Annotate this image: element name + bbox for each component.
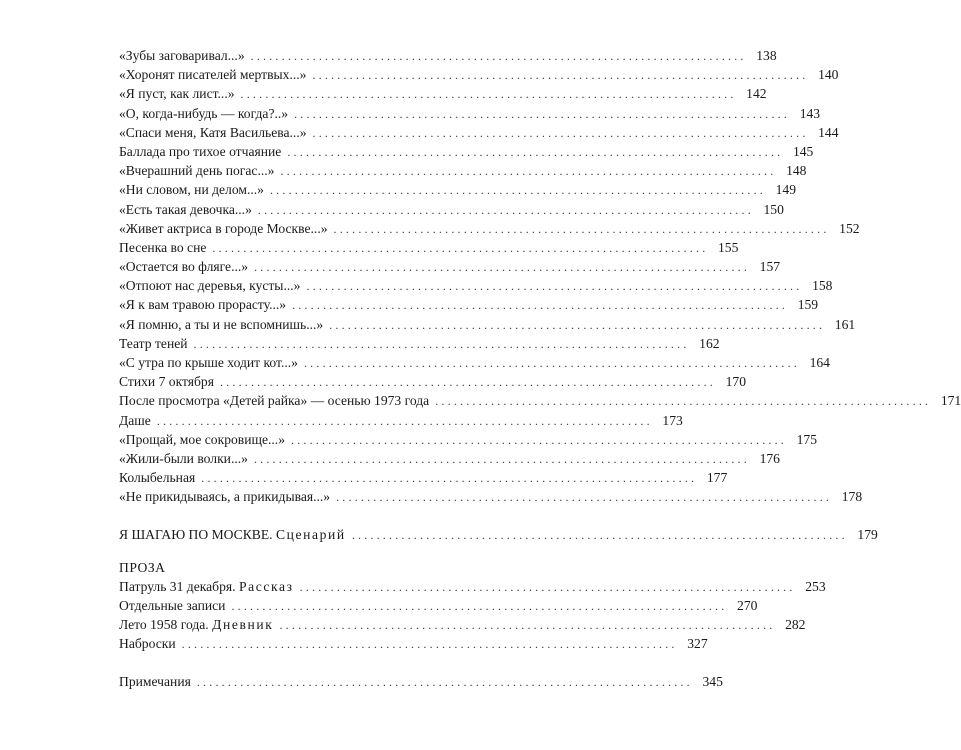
entry-title: «Хоронят писателей мертвых...» <box>119 67 307 83</box>
dot-leader: ................................................................................ <box>254 260 751 275</box>
dot-leader: ................................................................................ <box>435 394 932 409</box>
toc-entry[interactable] <box>119 372 746 391</box>
dot-leader: ................................................................................ <box>312 68 809 83</box>
page-number: 138 <box>756 48 777 63</box>
entry-title: Песенка во сне <box>119 239 207 255</box>
dot-leader: ................................................................................ <box>181 637 678 652</box>
table-of-contents <box>119 46 961 691</box>
page-number: 179 <box>857 526 878 542</box>
entry-title: Стихи 7 октября <box>119 374 214 390</box>
page-number: 270 <box>737 598 758 614</box>
dot-leader: ................................................................................ <box>196 674 693 689</box>
page-number: 145 <box>792 143 814 159</box>
entry-title: «Жили-были волки...» <box>119 450 248 466</box>
section-heading-prose: ПРОЗА <box>119 559 166 575</box>
dot-leader: ................................................................................ <box>287 144 784 159</box>
page-number: 345 <box>702 673 723 689</box>
entry-title: «Я пуст, как лист...» <box>119 86 235 102</box>
page-number: 178 <box>841 489 863 505</box>
dot-leader: ................................................................................ <box>280 164 777 179</box>
page-number: 143 <box>799 105 821 121</box>
page-number: 161 <box>834 316 856 332</box>
toc-entry[interactable] <box>119 200 784 219</box>
dot-leader: ................................................................................ <box>312 125 809 140</box>
dot-leader: ................................................................................ <box>257 202 754 217</box>
page-number: 144 <box>818 124 839 140</box>
toc-entry[interactable] <box>119 65 839 84</box>
page-number: 177 <box>706 470 728 486</box>
toc-entry[interactable] <box>119 634 708 653</box>
toc-entry[interactable] <box>119 411 683 430</box>
dot-leader: ................................................................................ <box>201 471 698 486</box>
dot-leader: ................................................................................ <box>333 221 830 236</box>
page-number: 149 <box>775 182 796 198</box>
dot-leader: ................................................................................ <box>336 490 833 505</box>
entry-title: «Остается во фляге...» <box>119 259 249 275</box>
entry-title: Даше <box>119 412 151 428</box>
dot-leader: ................................................................................ <box>294 106 791 121</box>
page-number: 171 <box>940 393 961 409</box>
entry-subtitle: Рассказ <box>238 578 294 594</box>
notes-title: Примечания <box>119 673 191 689</box>
entry-title: «О, когда-нибудь — когда?..» <box>119 105 289 121</box>
toc-entry[interactable] <box>119 219 860 238</box>
entry-title: «Спаси меня, Катя Васильева...» <box>119 124 307 140</box>
entry-title: «Есть такая девочка...» <box>119 201 252 217</box>
toc-entry[interactable] <box>119 487 863 506</box>
page-number: 157 <box>759 259 781 275</box>
prose-list <box>119 577 826 654</box>
screenplay-title: Я ШАГАЮ ПО МОСКВЕ <box>119 526 270 542</box>
entry-title: После просмотра «Детей райка» — осенью 1973 года <box>119 393 430 409</box>
entry-title: «Отпоют нас деревья, кусты...» <box>119 278 301 294</box>
dot-leader: ................................................................................ <box>250 49 747 63</box>
entry-title: «Ни словом, ни делом...» <box>119 182 264 198</box>
entry-title: «Зубы заговаривал...» <box>119 48 245 63</box>
entry-title: «С утра по крыше ходит кот...» <box>119 355 298 370</box>
toc-entry[interactable] <box>119 577 826 596</box>
dot-leader: ................................................................................ <box>253 451 750 466</box>
toc-entry[interactable] <box>119 84 767 103</box>
dot-leader: ................................................................................ <box>212 240 709 255</box>
dot-leader: ................................................................................ <box>351 527 848 542</box>
entry-title: Театр теней <box>119 335 188 351</box>
page-number: 159 <box>797 297 819 313</box>
dot-leader: ................................................................................ <box>279 618 776 633</box>
entry-title: Наброски <box>119 636 176 652</box>
toc-entry[interactable] <box>119 161 807 180</box>
page-number: 150 <box>763 201 784 217</box>
entry-title: Патруль 31 декабря. <box>119 578 236 594</box>
toc-entry[interactable] <box>119 123 839 142</box>
entry-title: Лето 1958 года. <box>119 617 209 633</box>
dot-leader: ................................................................................ <box>240 87 737 102</box>
dot-leader: ................................................................................ <box>219 375 716 390</box>
toc-entry[interactable] <box>119 596 758 615</box>
page-number: 158 <box>812 278 833 294</box>
toc-entry[interactable] <box>119 468 728 487</box>
screenplay-subtitle: Сценарий <box>275 526 346 542</box>
toc-entry[interactable] <box>119 391 961 410</box>
entry-title: Баллада про тихое отчаяние <box>119 143 282 159</box>
toc-entry[interactable] <box>119 46 777 65</box>
toc-entry[interactable] <box>119 315 856 334</box>
dot-leader: ................................................................................ <box>292 298 789 313</box>
entry-title: «Я к вам травою прорасту...» <box>119 297 287 313</box>
page-number: 164 <box>809 355 830 370</box>
entry-title: «Я помню, а ты и не вспомнишь...» <box>119 316 324 332</box>
page-number: 140 <box>818 67 839 83</box>
dot-leader: ................................................................................ <box>291 432 787 447</box>
dot-leader: ................................................................................ <box>329 317 826 332</box>
page-number: 176 <box>759 450 780 466</box>
toc-entry[interactable] <box>119 257 781 276</box>
dot-leader: ................................................................................ <box>156 413 653 428</box>
dot-leader: ................................................................................ <box>303 356 800 370</box>
entry-title: «Прощай, мое сокровище...» <box>119 431 285 447</box>
page-number: 142 <box>746 86 767 102</box>
toc-entry[interactable] <box>119 295 819 314</box>
toc-entry[interactable] <box>119 430 817 449</box>
page-number: 162 <box>699 335 720 351</box>
page-number: 253 <box>805 578 826 594</box>
page-number: 170 <box>725 374 746 390</box>
dot-leader: ................................................................................ <box>299 579 796 594</box>
page-number: 175 <box>796 431 817 447</box>
toc-entry[interactable] <box>119 238 739 257</box>
toc-entry[interactable] <box>119 104 821 123</box>
dot-leader: ................................................................................ <box>231 599 728 614</box>
dot-leader: ................................................................................ <box>306 279 803 294</box>
entry-title: «Вчерашний день погас...» <box>119 163 275 179</box>
toc-entry[interactable] <box>119 142 814 161</box>
page-number: 173 <box>662 412 683 428</box>
toc-entry[interactable] <box>119 334 720 353</box>
page-number: 148 <box>786 163 807 179</box>
entry-title: Отдельные записи <box>119 598 226 614</box>
toc-entry[interactable] <box>119 449 780 468</box>
toc-entry[interactable] <box>119 180 796 199</box>
toc-entry[interactable] <box>119 276 833 295</box>
toc-entry[interactable] <box>119 353 830 372</box>
poems-list <box>119 46 961 507</box>
entry-title: «Не прикидываясь, а прикидывая...» <box>119 489 331 505</box>
page-number: 155 <box>718 239 739 255</box>
entry-title: «Живет актриса в городе Москве...» <box>119 220 328 236</box>
toc-entry[interactable] <box>119 615 806 634</box>
page-number: 152 <box>839 220 860 236</box>
dot-leader: ................................................................................ <box>193 336 690 351</box>
page-number: 282 <box>785 617 806 633</box>
toc-entry-screenplay[interactable]: Я ШАГАЮ ПО МОСКВЕ. Сценарий ................................................................................ 179 <box>119 525 493 544</box>
entry-subtitle: Дневник <box>212 617 274 633</box>
dot-leader: ................................................................................ <box>269 183 766 198</box>
entry-title: Колыбельная <box>119 470 196 486</box>
page-number: 327 <box>687 636 708 652</box>
toc-entry-notes[interactable] <box>119 672 723 691</box>
